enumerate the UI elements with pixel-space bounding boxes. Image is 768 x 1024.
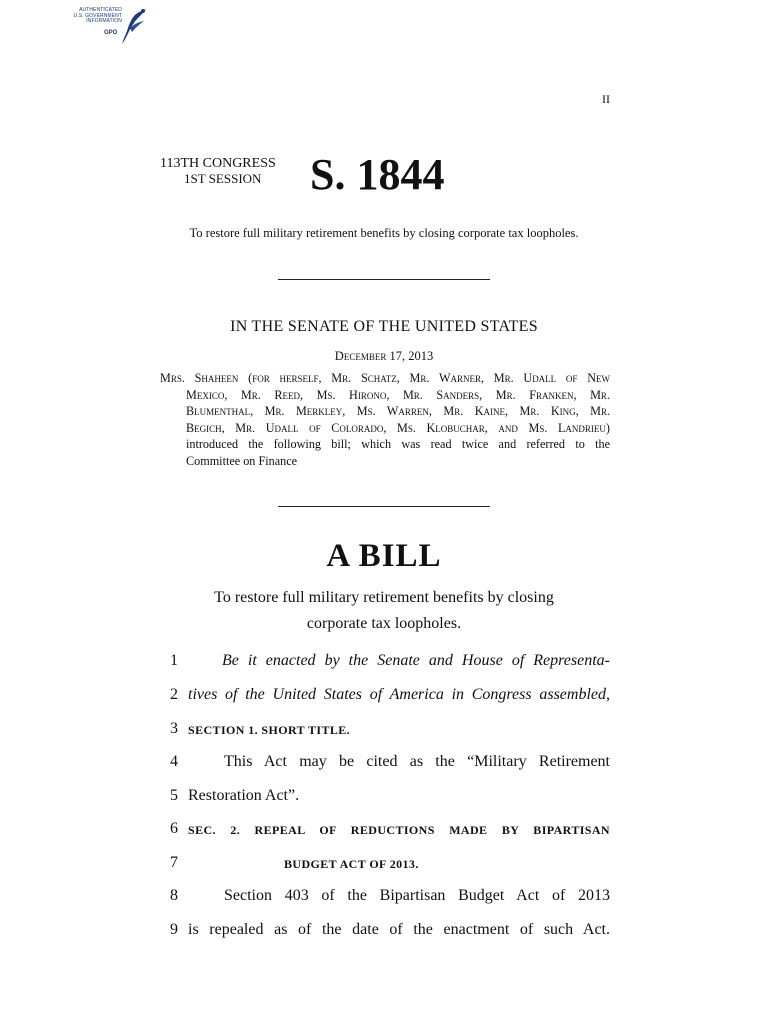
bill-heading: A BILL [326, 538, 442, 574]
line-number: 2 [170, 686, 178, 703]
body-text-line: Restoration Act”. [188, 787, 300, 804]
logo-line: AUTHENTICATED [79, 7, 122, 13]
long-title [0, 585, 768, 637]
section-heading: BUDGET ACT OF 2013. [284, 857, 419, 871]
enacting-clause-line: tives of the United States of America in Congress assembled, [188, 686, 610, 703]
eagle-icon [118, 6, 148, 48]
section-heading: SEC. 2. REPEAL OF REDUCTIONS MADE BY BIPARTISAN [188, 823, 610, 837]
long-title-line: corporate tax loopholes. [306, 615, 462, 632]
sponsors-paragraph [160, 370, 610, 470]
body-text-line: Section 403 of the Bipartisan Budget Act of 2013 [224, 887, 610, 904]
page-mark: II [602, 92, 610, 106]
senate-heading: IN THE SENATE OF THE UNITED STATES [230, 318, 538, 335]
sponsor-line: Committee on Finance [186, 453, 298, 468]
line-number: 7 [170, 854, 178, 871]
long-title-line: To restore full military retirement benefits by closing [214, 589, 554, 606]
line-number: 8 [170, 887, 178, 904]
session-label: 1ST SESSION [184, 171, 262, 186]
gpo-authenticated-logo [60, 4, 150, 48]
section-heading: SECTION 1. SHORT TITLE. [188, 723, 351, 737]
line-number: 1 [170, 652, 178, 669]
line-number: 4 [170, 753, 178, 770]
logo-caption [60, 8, 122, 25]
sponsor-line: Begich, Mr. Udall of Colorado, Ms. Klobuchar, and Ms. Landrieu) [186, 420, 610, 435]
short-purpose: To restore full military retirement benefits by closing corporate tax loopholes. [189, 226, 579, 240]
line-number: 9 [170, 921, 178, 938]
bill-number: S. 1844 [310, 150, 445, 199]
line-number: 6 [170, 820, 178, 837]
congress-session-block [160, 156, 276, 186]
logo-line: U.S. GOVERNMENT [73, 12, 122, 19]
sponsor-line: introduced the following bill; which was read twice and referred to the [186, 437, 610, 452]
divider [278, 506, 490, 507]
line-number: 5 [170, 787, 178, 804]
logo-gpo-text: GPO [104, 30, 118, 36]
sponsor-line: Blumenthal, Mr. Merkley, Ms. Warren, Mr. Kaine, Mr. King, Mr. [186, 404, 610, 419]
body-text-line: This Act may be cited as the “Military Retirement [224, 753, 610, 770]
divider [278, 279, 490, 280]
congress-label: 113TH CONGRESS [160, 156, 276, 171]
sponsor-line: Mrs. Shaheen (for herself, Mr. Schatz, Mr. Warner, Mr. Udall of New [160, 371, 610, 385]
body-text-line: is repealed as of the date of the enactment of such Act. [188, 921, 610, 938]
logo-line: INFORMATION [86, 18, 122, 25]
enacting-clause-line: Be it enacted by the Senate and House of Representa- [222, 652, 610, 669]
introduction-date: December 17, 2013 [334, 349, 434, 363]
sponsor-line: Mexico, Mr. Reed, Ms. Hirono, Mr. Sanders, Mr. Franken, Mr. [186, 387, 610, 402]
line-number: 3 [170, 720, 178, 737]
